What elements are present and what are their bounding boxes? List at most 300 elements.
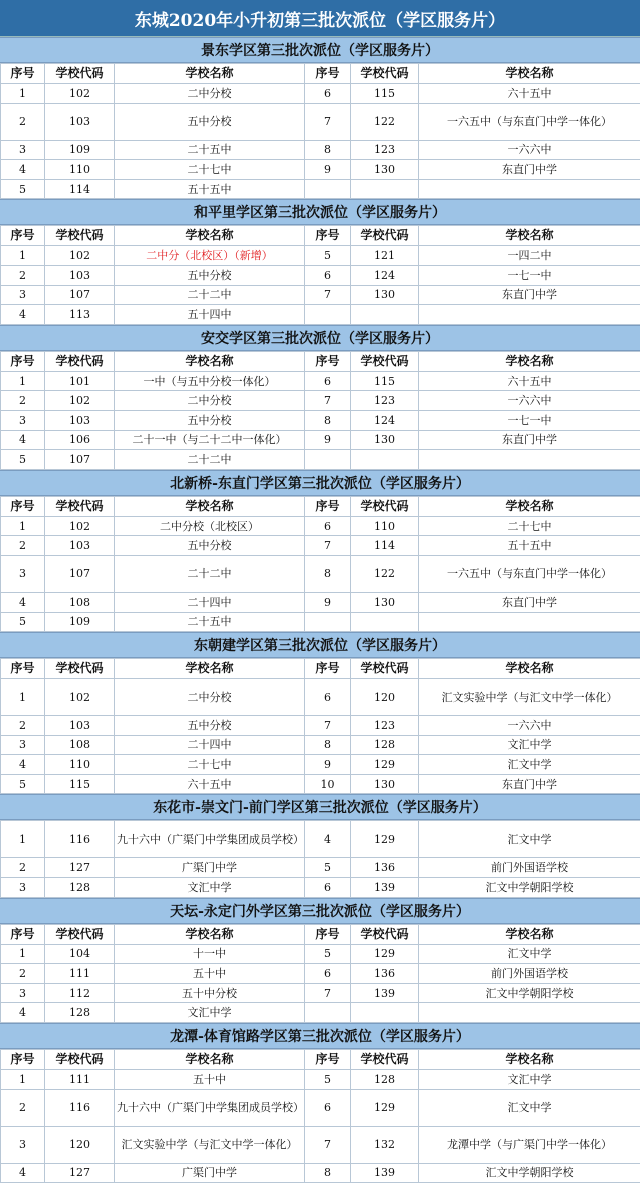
table-cell: 9 xyxy=(305,592,351,612)
table-cell: 130 xyxy=(351,430,419,450)
table-cell: 一六六中 xyxy=(419,140,640,160)
table-cell: 二十七中 xyxy=(115,755,305,775)
section-title: 和平里学区第三批次派位（学区服务片） xyxy=(0,199,640,225)
table-cell: 二十一中（与二十二中一体化） xyxy=(115,430,305,450)
table-row xyxy=(1,179,640,199)
column-header: 学校代码 xyxy=(45,351,115,371)
table-cell: 4 xyxy=(1,1003,45,1023)
table-cell: 102 xyxy=(45,516,115,536)
table-cell: 4 xyxy=(1,160,45,180)
table-cell: 129 xyxy=(351,821,419,858)
table-cell: 122 xyxy=(351,103,419,140)
table-cell: 139 xyxy=(351,1163,419,1183)
table-cell: 104 xyxy=(45,944,115,964)
column-header: 序号 xyxy=(1,1050,45,1070)
table-row xyxy=(1,140,640,160)
table-cell xyxy=(419,450,640,470)
section-table xyxy=(0,225,640,324)
table-cell: 二中分（北校区）（新增） xyxy=(115,246,305,266)
table-cell: 130 xyxy=(351,160,419,180)
table-header-row xyxy=(1,64,640,84)
table-cell: 五十中分校 xyxy=(115,983,305,1003)
table-cell: 114 xyxy=(351,536,419,556)
table-cell: 1 xyxy=(1,84,45,104)
table-cell xyxy=(419,1003,640,1023)
table-cell: 122 xyxy=(351,555,419,592)
table-cell: 4 xyxy=(1,305,45,325)
table-cell: 五十中 xyxy=(115,964,305,984)
table-row xyxy=(1,716,640,736)
table-cell: 龙潭中学（与广渠门中学一体化） xyxy=(419,1126,640,1163)
table-cell: 5 xyxy=(305,1070,351,1090)
table-row xyxy=(1,285,640,305)
table-cell: 5 xyxy=(1,612,45,632)
table-row xyxy=(1,430,640,450)
table-row xyxy=(1,964,640,984)
table-cell: 一中（与五中分校一体化） xyxy=(115,371,305,391)
table-cell: 广渠门中学 xyxy=(115,858,305,878)
table-row xyxy=(1,1163,640,1183)
column-header: 学校代码 xyxy=(45,496,115,516)
table-cell: 7 xyxy=(305,536,351,556)
table-cell: 114 xyxy=(45,179,115,199)
column-header: 学校名称 xyxy=(115,659,305,679)
table-cell: 汇文中学 xyxy=(419,755,640,775)
table-cell: 1 xyxy=(1,246,45,266)
column-header: 学校代码 xyxy=(351,659,419,679)
column-header: 序号 xyxy=(305,226,351,246)
table-cell: 136 xyxy=(351,858,419,878)
table-cell: 五中分校 xyxy=(115,410,305,430)
table-cell: 130 xyxy=(351,285,419,305)
table-header-row xyxy=(1,496,640,516)
table-cell: 107 xyxy=(45,555,115,592)
table-cell: 10 xyxy=(305,774,351,794)
table-cell: 116 xyxy=(45,821,115,858)
column-header: 学校名称 xyxy=(419,351,640,371)
section-table xyxy=(0,351,640,470)
table-cell: 6 xyxy=(305,964,351,984)
table-cell: 一七一中 xyxy=(419,265,640,285)
table-row xyxy=(1,821,640,858)
table-cell xyxy=(305,612,351,632)
table-row xyxy=(1,246,640,266)
table-cell: 2 xyxy=(1,858,45,878)
table-row xyxy=(1,612,640,632)
table-cell: 8 xyxy=(305,140,351,160)
column-header: 序号 xyxy=(1,659,45,679)
table-cell: 东直门中学 xyxy=(419,592,640,612)
table-cell: 124 xyxy=(351,265,419,285)
table-cell: 113 xyxy=(45,305,115,325)
table-cell: 5 xyxy=(1,179,45,199)
table-row xyxy=(1,878,640,898)
section-title: 安交学区第三批次派位（学区服务片） xyxy=(0,325,640,351)
column-header: 学校代码 xyxy=(45,659,115,679)
table-cell: 汇文实验中学（与汇文中学一体化） xyxy=(115,1126,305,1163)
table-cell: 102 xyxy=(45,391,115,411)
column-header: 学校代码 xyxy=(351,924,419,944)
table-cell: 六十五中 xyxy=(115,774,305,794)
table-cell: 115 xyxy=(351,371,419,391)
table-row xyxy=(1,774,640,794)
table-cell: 112 xyxy=(45,983,115,1003)
table-row xyxy=(1,450,640,470)
column-header: 学校代码 xyxy=(351,496,419,516)
section-title: 天坛-永定门外学区第三批次派位（学区服务片） xyxy=(0,898,640,924)
table-cell: 东直门中学 xyxy=(419,285,640,305)
table-cell: 东直门中学 xyxy=(419,774,640,794)
table-cell: 7 xyxy=(305,103,351,140)
section-title: 北新桥-东直门学区第三批次派位（学区服务片） xyxy=(0,470,640,496)
column-header: 学校代码 xyxy=(351,1050,419,1070)
table-row xyxy=(1,103,640,140)
table-cell: 五十中 xyxy=(115,1070,305,1090)
table-cell: 6 xyxy=(305,878,351,898)
table-row xyxy=(1,516,640,536)
table-row xyxy=(1,555,640,592)
table-cell: 3 xyxy=(1,735,45,755)
table-cell: 139 xyxy=(351,983,419,1003)
table-cell: 汇文中学朝阳学校 xyxy=(419,983,640,1003)
table-cell: 1 xyxy=(1,944,45,964)
table-cell: 132 xyxy=(351,1126,419,1163)
table-row xyxy=(1,1070,640,1090)
column-header: 学校名称 xyxy=(419,659,640,679)
column-header: 学校名称 xyxy=(419,1050,640,1070)
table-cell: 110 xyxy=(351,516,419,536)
table-row xyxy=(1,592,640,612)
table-cell: 101 xyxy=(45,371,115,391)
column-header: 序号 xyxy=(305,1050,351,1070)
table-cell: 115 xyxy=(351,84,419,104)
table-cell: 二十五中 xyxy=(115,140,305,160)
column-header: 学校名称 xyxy=(419,64,640,84)
table-row xyxy=(1,858,640,878)
table-cell: 7 xyxy=(305,285,351,305)
table-cell: 汇文中学 xyxy=(419,821,640,858)
table-cell: 6 xyxy=(305,1089,351,1126)
table-cell: 130 xyxy=(351,774,419,794)
table-cell xyxy=(419,305,640,325)
column-header: 学校名称 xyxy=(115,64,305,84)
table-cell: 3 xyxy=(1,878,45,898)
table-cell: 129 xyxy=(351,944,419,964)
table-cell: 123 xyxy=(351,391,419,411)
table-cell xyxy=(305,450,351,470)
column-header: 学校名称 xyxy=(115,351,305,371)
table-row xyxy=(1,1089,640,1126)
table-row xyxy=(1,944,640,964)
table-cell: 五中分校 xyxy=(115,265,305,285)
table-cell: 6 xyxy=(305,84,351,104)
section-title: 龙潭-体育馆路学区第三批次派位（学区服务片） xyxy=(0,1023,640,1049)
table-cell: 109 xyxy=(45,140,115,160)
table-cell: 5 xyxy=(1,774,45,794)
table-cell: 103 xyxy=(45,410,115,430)
table-cell: 3 xyxy=(1,410,45,430)
column-header: 序号 xyxy=(305,64,351,84)
table-cell: 8 xyxy=(305,555,351,592)
table-cell: 6 xyxy=(305,265,351,285)
table-cell: 123 xyxy=(351,140,419,160)
table-cell: 五十五中 xyxy=(419,536,640,556)
table-row xyxy=(1,371,640,391)
table-cell xyxy=(351,1003,419,1023)
column-header: 学校名称 xyxy=(419,226,640,246)
section-title: 景东学区第三批次派位（学区服务片） xyxy=(0,37,640,63)
table-row xyxy=(1,391,640,411)
table-cell: 前门外国语学校 xyxy=(419,858,640,878)
table-cell: 136 xyxy=(351,964,419,984)
table-cell: 127 xyxy=(45,858,115,878)
table-cell: 前门外国语学校 xyxy=(419,964,640,984)
table-cell: 二十二中 xyxy=(115,285,305,305)
table-cell: 一四二中 xyxy=(419,246,640,266)
table-cell: 十一中 xyxy=(115,944,305,964)
table-cell: 9 xyxy=(305,430,351,450)
table-cell: 121 xyxy=(351,246,419,266)
table-cell: 汇文中学 xyxy=(419,944,640,964)
table-cell: 1 xyxy=(1,821,45,858)
table-cell: 五十四中 xyxy=(115,305,305,325)
table-cell: 二中分校 xyxy=(115,84,305,104)
column-header: 学校名称 xyxy=(115,496,305,516)
column-header: 学校代码 xyxy=(351,226,419,246)
table-cell: 文汇中学 xyxy=(419,1070,640,1090)
table-cell: 2 xyxy=(1,536,45,556)
table-header-row xyxy=(1,924,640,944)
table-cell: 九十六中（广渠门中学集团成员学校） xyxy=(115,1089,305,1126)
sections-container xyxy=(0,37,640,1183)
table-cell: 8 xyxy=(305,1163,351,1183)
table-cell: 五中分校 xyxy=(115,536,305,556)
table-cell xyxy=(351,450,419,470)
section-table xyxy=(0,820,640,897)
table-cell xyxy=(351,179,419,199)
column-header: 序号 xyxy=(1,64,45,84)
table-cell: 103 xyxy=(45,103,115,140)
table-cell: 汇文中学 xyxy=(419,1089,640,1126)
table-cell: 111 xyxy=(45,1070,115,1090)
table-cell: 7 xyxy=(305,1126,351,1163)
column-header: 序号 xyxy=(305,924,351,944)
table-row xyxy=(1,679,640,716)
table-cell: 5 xyxy=(1,450,45,470)
table-row xyxy=(1,410,640,430)
table-cell: 110 xyxy=(45,160,115,180)
table-cell: 6 xyxy=(305,516,351,536)
table-cell xyxy=(351,612,419,632)
table-cell: 127 xyxy=(45,1163,115,1183)
column-header: 序号 xyxy=(1,351,45,371)
table-cell: 120 xyxy=(351,679,419,716)
table-cell: 1 xyxy=(1,371,45,391)
table-row xyxy=(1,305,640,325)
section-table xyxy=(0,63,640,199)
table-cell: 5 xyxy=(305,246,351,266)
column-header: 学校代码 xyxy=(351,64,419,84)
table-cell: 7 xyxy=(305,716,351,736)
table-cell: 汇文中学朝阳学校 xyxy=(419,1163,640,1183)
table-cell xyxy=(419,612,640,632)
table-cell: 8 xyxy=(305,735,351,755)
table-cell: 3 xyxy=(1,285,45,305)
table-cell: 109 xyxy=(45,612,115,632)
table-cell: 九十六中（广渠门中学集团成员学校） xyxy=(115,821,305,858)
section-table xyxy=(0,924,640,1023)
table-cell: 102 xyxy=(45,84,115,104)
table-cell: 7 xyxy=(305,983,351,1003)
table-cell: 107 xyxy=(45,285,115,305)
table-cell: 110 xyxy=(45,755,115,775)
table-cell: 107 xyxy=(45,450,115,470)
table-cell: 2 xyxy=(1,391,45,411)
table-cell: 1 xyxy=(1,516,45,536)
table-cell: 103 xyxy=(45,536,115,556)
table-cell: 东直门中学 xyxy=(419,430,640,450)
table-cell: 111 xyxy=(45,964,115,984)
table-cell xyxy=(305,1003,351,1023)
column-header: 学校名称 xyxy=(115,226,305,246)
table-cell: 9 xyxy=(305,755,351,775)
table-cell: 二十七中 xyxy=(419,516,640,536)
column-header: 序号 xyxy=(305,659,351,679)
table-cell: 文汇中学 xyxy=(419,735,640,755)
table-cell: 106 xyxy=(45,430,115,450)
table-cell: 二中分校 xyxy=(115,679,305,716)
table-cell: 2 xyxy=(1,964,45,984)
table-cell: 1 xyxy=(1,679,45,716)
column-header: 学校代码 xyxy=(45,64,115,84)
table-cell: 129 xyxy=(351,755,419,775)
table-cell: 5 xyxy=(305,858,351,878)
table-cell: 广渠门中学 xyxy=(115,1163,305,1183)
table-cell: 123 xyxy=(351,716,419,736)
table-cell: 3 xyxy=(1,1126,45,1163)
column-header: 序号 xyxy=(305,351,351,371)
table-cell: 2 xyxy=(1,103,45,140)
table-cell: 二十七中 xyxy=(115,160,305,180)
table-header-row xyxy=(1,226,640,246)
table-cell: 102 xyxy=(45,246,115,266)
column-header: 序号 xyxy=(1,496,45,516)
column-header: 序号 xyxy=(1,226,45,246)
table-cell: 文汇中学 xyxy=(115,1003,305,1023)
table-cell: 一六六中 xyxy=(419,716,640,736)
table-cell: 一六五中（与东直门中学一体化） xyxy=(419,555,640,592)
table-header-row xyxy=(1,659,640,679)
table-cell: 文汇中学 xyxy=(115,878,305,898)
column-header: 学校代码 xyxy=(351,351,419,371)
table-cell: 103 xyxy=(45,265,115,285)
table-cell: 6 xyxy=(305,371,351,391)
table-row xyxy=(1,265,640,285)
table-cell: 六十五中 xyxy=(419,371,640,391)
table-cell: 3 xyxy=(1,555,45,592)
table-cell: 128 xyxy=(351,735,419,755)
table-cell: 五十五中 xyxy=(115,179,305,199)
table-cell: 6 xyxy=(305,679,351,716)
table-cell: 1 xyxy=(1,1070,45,1090)
table-header-row xyxy=(1,1050,640,1070)
column-header: 学校名称 xyxy=(115,924,305,944)
table-cell: 东直门中学 xyxy=(419,160,640,180)
column-header: 学校名称 xyxy=(419,496,640,516)
column-header: 序号 xyxy=(1,924,45,944)
table-cell: 五中分校 xyxy=(115,103,305,140)
table-cell: 4 xyxy=(1,592,45,612)
table-cell: 4 xyxy=(305,821,351,858)
table-header-row xyxy=(1,351,640,371)
table-row xyxy=(1,755,640,775)
table-cell: 六十五中 xyxy=(419,84,640,104)
table-cell: 128 xyxy=(45,1003,115,1023)
table-row xyxy=(1,84,640,104)
table-cell: 2 xyxy=(1,265,45,285)
table-cell: 128 xyxy=(351,1070,419,1090)
table-row xyxy=(1,160,640,180)
table-cell: 108 xyxy=(45,735,115,755)
table-row xyxy=(1,1003,640,1023)
table-cell: 8 xyxy=(305,410,351,430)
table-cell: 124 xyxy=(351,410,419,430)
table-cell: 4 xyxy=(1,430,45,450)
table-cell: 2 xyxy=(1,1089,45,1126)
table-cell xyxy=(351,305,419,325)
table-cell: 5 xyxy=(305,944,351,964)
column-header: 学校代码 xyxy=(45,226,115,246)
table-row xyxy=(1,1126,640,1163)
column-header: 序号 xyxy=(305,496,351,516)
section-title: 东朝建学区第三批次派位（学区服务片） xyxy=(0,632,640,658)
table-cell xyxy=(305,179,351,199)
table-cell: 二十二中 xyxy=(115,450,305,470)
table-cell xyxy=(419,179,640,199)
table-cell: 9 xyxy=(305,160,351,180)
table-cell: 115 xyxy=(45,774,115,794)
table-cell: 汇文中学朝阳学校 xyxy=(419,878,640,898)
table-cell: 139 xyxy=(351,878,419,898)
table-cell: 一六五中（与东直门中学一体化） xyxy=(419,103,640,140)
table-cell: 五中分校 xyxy=(115,716,305,736)
table-cell: 3 xyxy=(1,983,45,1003)
table-cell: 120 xyxy=(45,1126,115,1163)
section-title: 东花市-崇文门-前门学区第三批次派位（学区服务片） xyxy=(0,794,640,820)
table-cell: 二中分校 xyxy=(115,391,305,411)
table-cell: 130 xyxy=(351,592,419,612)
table-cell: 3 xyxy=(1,140,45,160)
table-row xyxy=(1,536,640,556)
column-header: 学校名称 xyxy=(115,1050,305,1070)
table-cell: 二十二中 xyxy=(115,555,305,592)
table-cell: 2 xyxy=(1,716,45,736)
table-cell: 108 xyxy=(45,592,115,612)
table-row xyxy=(1,983,640,1003)
table-cell: 4 xyxy=(1,755,45,775)
section-table xyxy=(0,496,640,632)
table-row xyxy=(1,735,640,755)
table-cell: 一六六中 xyxy=(419,391,640,411)
section-table xyxy=(0,1049,640,1183)
table-cell: 二十四中 xyxy=(115,592,305,612)
table-cell: 二中分校（北校区） xyxy=(115,516,305,536)
table-cell: 二十四中 xyxy=(115,735,305,755)
table-cell: 116 xyxy=(45,1089,115,1126)
column-header: 学校代码 xyxy=(45,1050,115,1070)
column-header: 学校名称 xyxy=(419,924,640,944)
table-cell: 129 xyxy=(351,1089,419,1126)
